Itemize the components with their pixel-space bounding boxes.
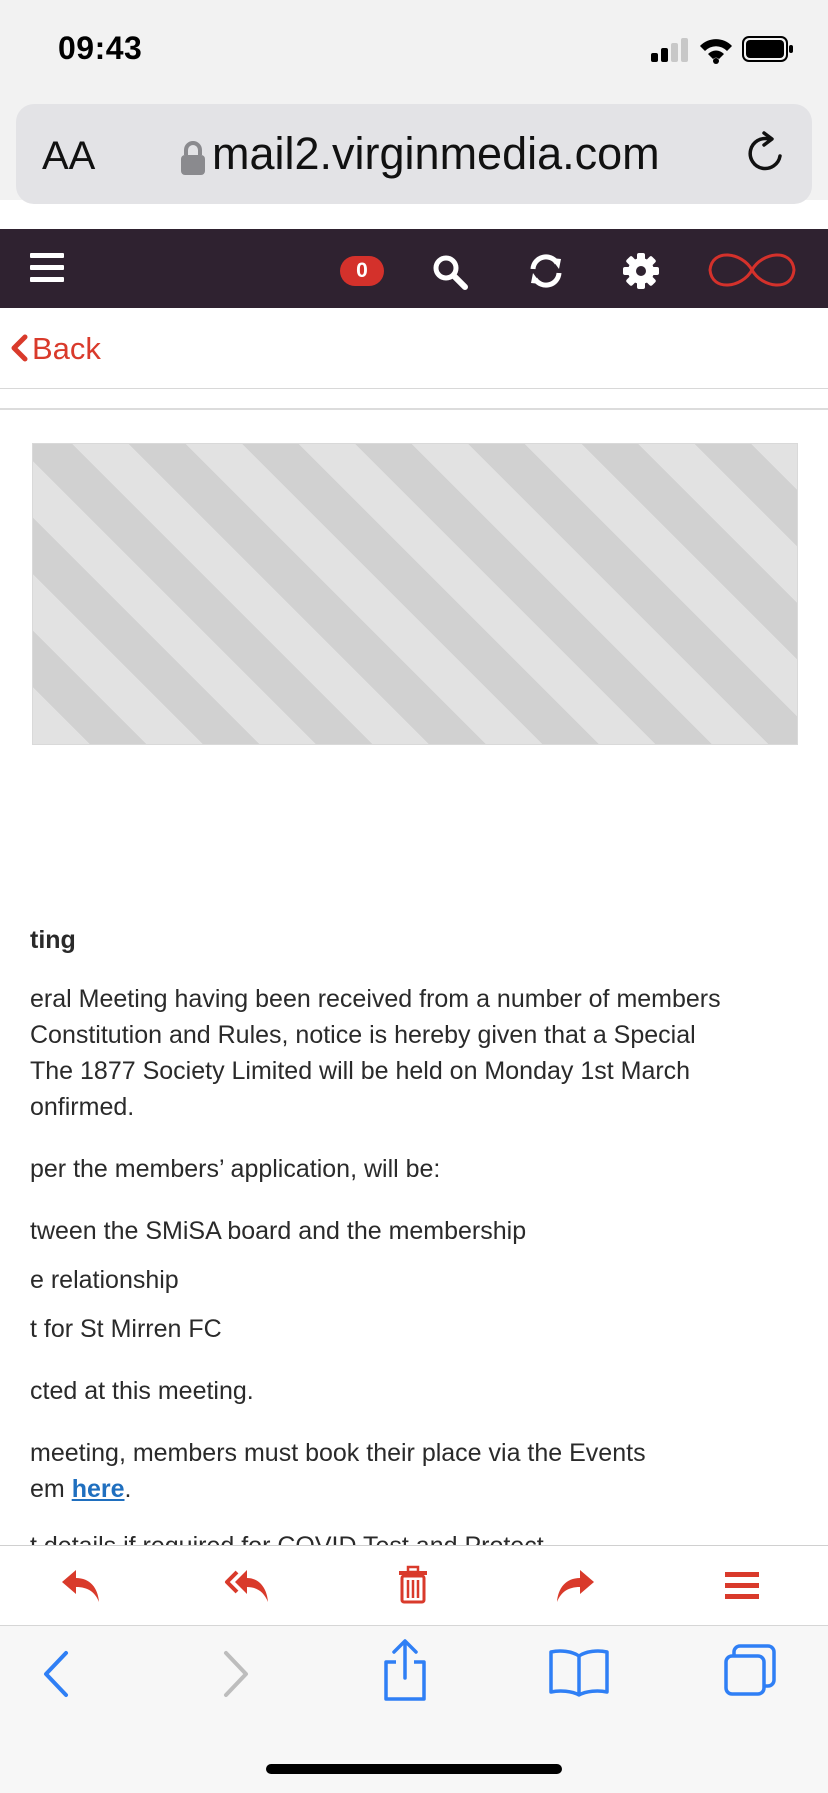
conducted-note: cted at this meeting. xyxy=(30,1377,254,1405)
sync-icon[interactable] xyxy=(527,252,565,290)
status-time: 09:43 xyxy=(58,30,143,66)
url-text[interactable]: mail2.virginmedia.com xyxy=(212,128,660,179)
paragraph-line: eral Meeting having been received from a number of members xyxy=(30,985,721,1013)
agenda-intro: per the members’ application, will be: xyxy=(30,1155,441,1183)
agenda-item: e relationship xyxy=(30,1266,179,1294)
paragraph-line: The 1877 Society Limited will be held on Monday 1st March xyxy=(30,1057,691,1085)
menu-icon[interactable] xyxy=(30,252,64,284)
delete-icon[interactable] xyxy=(398,1566,428,1604)
virgin-infinity-logo[interactable] xyxy=(706,244,798,296)
forward-icon[interactable] xyxy=(554,1568,596,1604)
mail-action-bar xyxy=(0,1545,828,1626)
booking-suffix: . xyxy=(124,1475,132,1503)
settings-icon[interactable] xyxy=(622,252,660,290)
chevron-left-icon[interactable] xyxy=(10,334,28,362)
text-size-button[interactable]: AA xyxy=(42,134,96,178)
booking-link[interactable]: here xyxy=(71,1475,125,1503)
paragraph-line: onfirmed. xyxy=(30,1093,135,1121)
email-body xyxy=(0,910,828,1540)
divider xyxy=(0,408,828,410)
bookmarks-icon[interactable] xyxy=(548,1648,610,1696)
browser-forward-icon[interactable] xyxy=(220,1650,252,1698)
booking-line: meeting, members must book their place via the Events xyxy=(30,1439,646,1467)
reload-icon[interactable] xyxy=(742,130,788,176)
more-menu-icon[interactable] xyxy=(724,1570,760,1602)
wifi-icon xyxy=(698,36,734,64)
back-row xyxy=(0,308,828,389)
email-image-placeholder xyxy=(32,443,798,745)
booking-line xyxy=(30,1471,131,1507)
tabs-icon[interactable] xyxy=(722,1644,780,1698)
lock-icon xyxy=(180,140,206,176)
share-icon[interactable] xyxy=(380,1638,430,1702)
booking-prefix: em xyxy=(30,1475,72,1503)
agenda-item: t for St Mirren FC xyxy=(30,1315,222,1343)
reply-all-icon[interactable] xyxy=(225,1568,271,1604)
paragraph-line: Constitution and Rules, notice is hereby given that a Special xyxy=(30,1021,696,1049)
home-indicator xyxy=(266,1764,562,1774)
reply-icon[interactable] xyxy=(60,1568,102,1604)
back-button[interactable]: Back xyxy=(32,331,101,366)
browser-back-icon[interactable] xyxy=(40,1650,72,1698)
search-icon[interactable] xyxy=(432,254,468,290)
email-heading: ting xyxy=(30,926,76,954)
unread-count-badge[interactable]: 0 xyxy=(340,256,384,286)
mail-toolbar xyxy=(0,229,828,308)
cellular-signal-icon xyxy=(651,38,691,62)
battery-icon xyxy=(742,36,794,62)
agenda-item: tween the SMiSA board and the membership xyxy=(30,1217,527,1245)
